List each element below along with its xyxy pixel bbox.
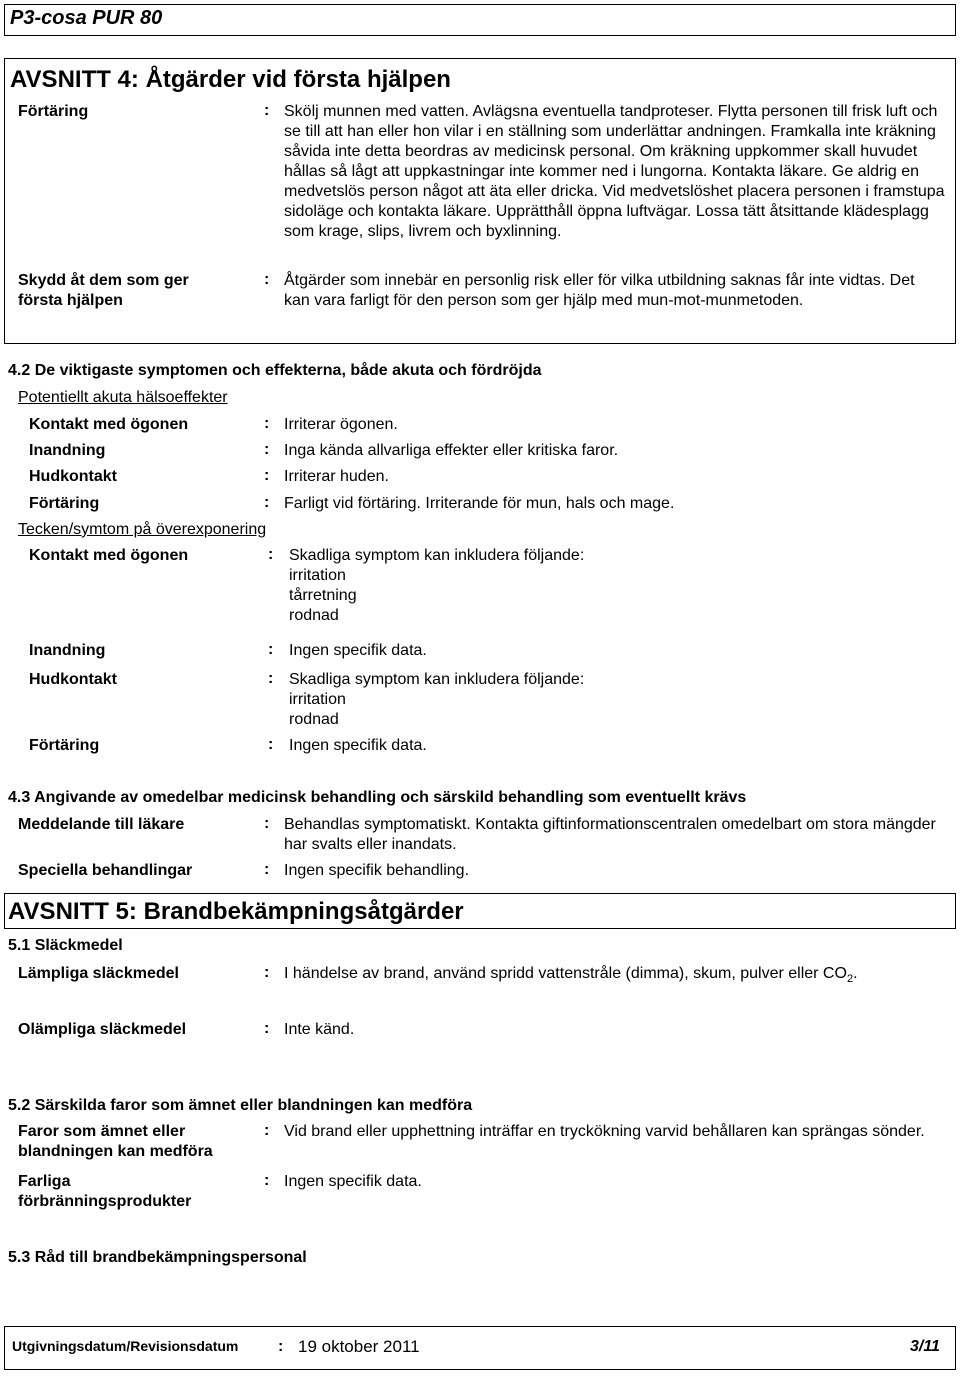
colon: : <box>264 1020 270 1037</box>
colon: : <box>264 494 270 511</box>
document-title: P3-cosa PUR 80 <box>10 7 163 29</box>
acute-skin-label: Hudkontakt <box>29 468 117 485</box>
signs-ingest-text: Ingen specifik data. <box>289 737 427 754</box>
acute-eye-label: Kontakt med ögonen <box>29 416 189 433</box>
doctor-label: Meddelande till läkare <box>18 816 185 833</box>
special-label: Speciella behandlingar <box>18 862 193 879</box>
section-4-3-title: 4.3 Angivande av omedelbar medicinsk behandling och särskild behandling som eventuellt krävs <box>8 789 747 806</box>
signs-skin-text: Skadliga symptom kan inkludera följande: irritation rodnad <box>289 671 585 728</box>
suitable-label: Lämpliga släckmedel <box>18 965 179 982</box>
section-5-1-title: 5.1 Släckmedel <box>8 937 123 954</box>
fortaring-label: Förtäring <box>18 103 89 120</box>
signs-inhal-label: Inandning <box>29 642 106 659</box>
colon: : <box>264 441 270 458</box>
signs-ingest-label: Förtäring <box>29 737 100 754</box>
suitable-text: I händelse av brand, använd spridd vattenstråle (dimma), skum, pulver eller $CO_2$. <box>284 965 858 986</box>
colon: : <box>264 1172 270 1189</box>
colon: : <box>268 736 274 753</box>
acute-skin-text: Irriterar huden. <box>284 468 389 485</box>
combustion-text: Ingen specifik data. <box>284 1173 422 1190</box>
footer-date-value: 19 oktober 2011 <box>298 1337 420 1356</box>
unsuitable-text: Inte känd. <box>284 1021 355 1038</box>
acute-ingest-label: Förtäring <box>29 495 100 512</box>
hazard-label: Faror som ämnet eller blandningen kan medföra <box>18 1123 213 1160</box>
signs-eye-text: Skadliga symptom kan inkludera följande: irritation tårretning rodnad <box>289 547 585 624</box>
skydd-text: Åtgärder som innebär en personlig risk eller för vilka utbildning saknas får inte vidtas. Det kan vara farligt för den person som ger hjälp med mun-mot-munmetoden. <box>284 272 915 309</box>
footer-date-label: Utgivningsdatum/Revisionsdatum <box>12 1338 239 1354</box>
special-text: Ingen specifik behandling. <box>284 862 470 879</box>
acute-inhal-text: Inga kända allvarliga effekter eller kritiska faror. <box>284 442 619 459</box>
section-4-title: AVSNITT 4: Åtgärder vid första hjälpen <box>10 66 451 93</box>
acute-ingest-text: Farligt vid förtäring. Irriterande för mun, hals och mage. <box>284 495 675 512</box>
colon: : <box>264 102 270 119</box>
fortaring-text: Skölj munnen med vatten. Avlägsna eventuella tandproteser. Flytta personen till frisk luft och se till att han eller hon vilar i en ställning som underlättar andningen. Framkalla inte kräkning såvida inte detta beordras av medicinsk personal. Om kräkning uppkommer skall huvudet hållas så lågt att uppkastningar inte kommer ned i lungorna. Kontakta läkare. Ge aldrig en medvetslös person något att äta eller dricka. Vid medvetslöshet placera personen i framstupa sidoläge och kontakta läkare. Upprätthåll öppna luftvägar. Lossa tätt åtsittande klädesplagg som krage, slips, livrem och byxlinning. <box>284 103 945 240</box>
unsuitable-label: Olämpliga släckmedel <box>18 1021 187 1038</box>
signs-skin-label: Hudkontakt <box>29 671 117 688</box>
signs-heading: Tecken/symtom på överexponering <box>18 521 267 538</box>
colon: : <box>264 271 270 288</box>
section-5-2-title: 5.2 Särskilda faror som ämnet eller blandningen kan medföra <box>8 1097 473 1114</box>
acute-heading: Potentiellt akuta hälsoeffekter <box>18 389 228 406</box>
colon: : <box>278 1338 284 1355</box>
page-number: 3/11 <box>910 1338 940 1355</box>
colon: : <box>268 641 274 658</box>
section-4-2-title: 4.2 De viktigaste symptomen och effekterna, både akuta och fördröjda <box>8 362 542 379</box>
doctor-text: Behandlas symptomatiskt. Kontakta giftinformationscentralen omedelbart om stora mängder har svalts eller inandats. <box>284 816 936 853</box>
colon: : <box>264 815 270 832</box>
colon: : <box>264 415 270 432</box>
section-5-title: AVSNITT 5: Brandbekämpningsåtgärder <box>8 898 464 925</box>
combustion-label: Farliga förbränningsprodukter <box>18 1173 192 1210</box>
colon: : <box>264 467 270 484</box>
signs-inhal-text: Ingen specifik data. <box>289 642 427 659</box>
colon: : <box>264 964 270 981</box>
colon: : <box>268 546 274 563</box>
colon: : <box>264 1122 270 1139</box>
section-5-3-title: 5.3 Råd till brandbekämpningspersonal <box>8 1249 307 1266</box>
colon: : <box>268 670 274 687</box>
acute-eye-text: Irriterar ögonen. <box>284 416 398 433</box>
colon: : <box>264 861 270 878</box>
hazard-text: Vid brand eller upphettning inträffar en tryckökning varvid behållaren kan sprängas sönder. <box>284 1123 925 1140</box>
skydd-label: Skydd åt dem som ger första hjälpen <box>18 272 189 309</box>
acute-inhal-label: Inandning <box>29 442 106 459</box>
signs-eye-label: Kontakt med ögonen <box>29 547 189 564</box>
